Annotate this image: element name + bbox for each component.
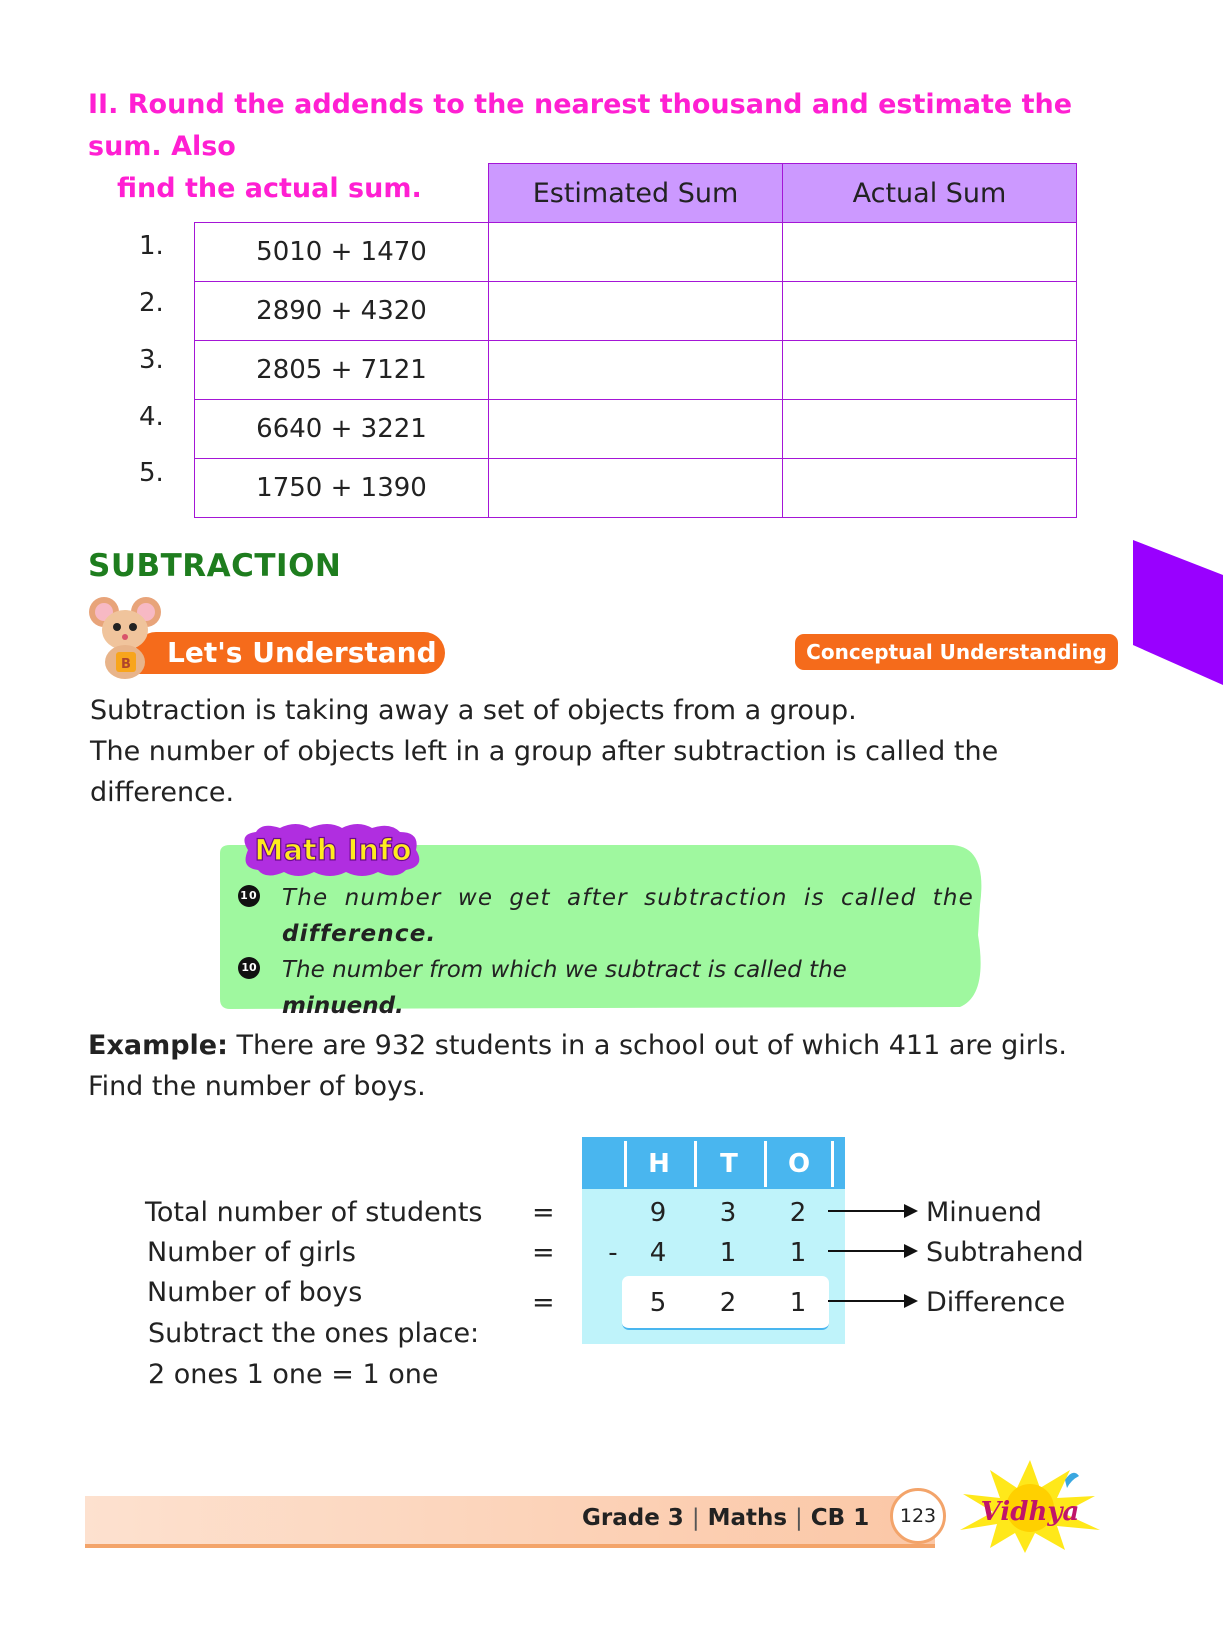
math-info-list xyxy=(238,880,974,1024)
math-info-item xyxy=(238,880,974,952)
footer-subject: Maths xyxy=(707,1505,788,1531)
row-number: 2. xyxy=(139,288,164,318)
minuend-digit: 9 xyxy=(649,1198,667,1228)
arrow-right-icon xyxy=(904,1244,918,1258)
footer-book: CB 1 xyxy=(810,1505,870,1531)
equals-sign: = xyxy=(532,1197,555,1228)
table-row xyxy=(195,341,1077,400)
col-actual-sum: Actual Sum xyxy=(783,164,1077,223)
addends-cell: 2805 + 7121 xyxy=(195,341,489,400)
subtrahend-digit: 1 xyxy=(719,1238,737,1268)
row-number: 5. xyxy=(139,458,164,488)
addends-cell: 5010 + 1470 xyxy=(195,223,489,282)
col-estimated-sum: Estimated Sum xyxy=(489,164,783,223)
vidhya-logo xyxy=(945,1458,1115,1553)
tens-header: T xyxy=(694,1141,761,1187)
table-row xyxy=(195,282,1077,341)
label-minuend: Minuend xyxy=(926,1197,1042,1228)
arrow-right-icon xyxy=(904,1204,918,1218)
lets-understand-banner xyxy=(135,632,445,674)
conceptual-understanding-badge: Conceptual Understanding xyxy=(795,634,1118,670)
example-text: There are 932 students in a school out of which 411 are girls. xyxy=(227,1030,1068,1061)
example-paragraph xyxy=(88,1025,1128,1107)
table-row xyxy=(195,459,1077,518)
arrow-line xyxy=(828,1210,908,1212)
estimated-sum-cell[interactable] xyxy=(489,400,783,459)
footer-separator: | xyxy=(795,1505,803,1531)
bullet-icon: 10 xyxy=(238,885,260,907)
addends-cell: 1750 + 1390 xyxy=(195,459,489,518)
chapter-side-tab xyxy=(1133,540,1223,685)
estimated-sum-cell[interactable] xyxy=(489,459,783,518)
label-step-calc: 2 ones 1 one = 1 one xyxy=(148,1359,439,1390)
minus-sign: - xyxy=(608,1238,618,1268)
label-subtrahend: Subtrahend xyxy=(926,1237,1084,1268)
equals-sign: = xyxy=(532,1237,555,1268)
math-info-item-text: The number we get after subtraction is called the xyxy=(282,885,974,911)
difference-digit: 1 xyxy=(789,1288,807,1318)
minuend-digit: 2 xyxy=(789,1198,807,1228)
arrow-right-icon xyxy=(904,1294,918,1308)
mouse-mascot-icon xyxy=(88,594,162,680)
addends-cell: 2890 + 4320 xyxy=(195,282,489,341)
addends-cell: 6640 + 3221 xyxy=(195,400,489,459)
actual-sum-cell[interactable] xyxy=(783,341,1077,400)
footer-grade: Grade 3 xyxy=(582,1505,684,1531)
intro-line: Subtraction is taking away a set of objects from a group. xyxy=(90,695,857,726)
table-row xyxy=(195,223,1077,282)
difference-digit: 2 xyxy=(719,1288,737,1318)
row-number: 4. xyxy=(139,402,164,432)
ones-header: O xyxy=(764,1141,834,1187)
equals-sign: = xyxy=(532,1287,555,1318)
footer-info xyxy=(582,1505,869,1531)
section-title: SUBTRACTION xyxy=(88,548,342,584)
exercise-heading-line1: II. Round the addends to the nearest thousand and estimate the sum. Also xyxy=(88,89,1073,162)
subtrahend-digit: 4 xyxy=(649,1238,667,1268)
math-info-title: Math Info xyxy=(254,833,412,867)
arrow-line xyxy=(828,1250,908,1252)
estimated-sum-cell[interactable] xyxy=(489,341,783,400)
row-number: 1. xyxy=(139,231,164,261)
svg-text:B: B xyxy=(121,657,131,672)
hundreds-header: H xyxy=(624,1141,691,1187)
row-number: 3. xyxy=(139,345,164,375)
example-label: Example: xyxy=(88,1030,228,1061)
math-info-item-term: minuend. xyxy=(282,993,404,1019)
example-text: Find the number of boys. xyxy=(88,1071,426,1102)
sum-table xyxy=(194,163,1077,518)
actual-sum-cell[interactable] xyxy=(783,282,1077,341)
label-step: Subtract the ones place: xyxy=(148,1318,480,1349)
minuend-digit: 3 xyxy=(719,1198,737,1228)
actual-sum-cell[interactable] xyxy=(783,400,1077,459)
logo-text: Vidhya xyxy=(980,1497,1080,1527)
footer-separator: | xyxy=(691,1505,700,1531)
intro-line: difference. xyxy=(90,777,235,808)
page-number: 123 xyxy=(890,1488,946,1544)
table-header-row xyxy=(195,164,1077,223)
estimated-sum-cell[interactable] xyxy=(489,282,783,341)
label-girls: Number of girls xyxy=(147,1237,356,1268)
actual-sum-cell[interactable] xyxy=(783,459,1077,518)
label-difference: Difference xyxy=(926,1287,1066,1318)
arrow-line xyxy=(828,1300,908,1302)
actual-sum-cell[interactable] xyxy=(783,223,1077,282)
exercise-heading-line2: find the actual sum. xyxy=(117,173,422,204)
math-info-title-badge xyxy=(238,822,428,878)
math-info-item-term: difference. xyxy=(282,921,437,947)
math-info-item xyxy=(238,952,974,1024)
lets-understand-label: Let's Understand xyxy=(167,636,437,669)
intro-paragraph xyxy=(90,690,1130,813)
estimated-sum-cell[interactable] xyxy=(489,223,783,282)
table-row xyxy=(195,400,1077,459)
label-boys: Number of boys xyxy=(147,1277,363,1308)
math-info-item-text: The number from which we subtract is called the xyxy=(282,957,847,983)
subtrahend-digit: 1 xyxy=(789,1238,807,1268)
label-total-students: Total number of students xyxy=(145,1197,483,1228)
difference-digit: 5 xyxy=(649,1288,667,1318)
intro-line: The number of objects left in a group after subtraction is called the xyxy=(90,736,999,767)
bullet-icon: 10 xyxy=(238,957,260,979)
